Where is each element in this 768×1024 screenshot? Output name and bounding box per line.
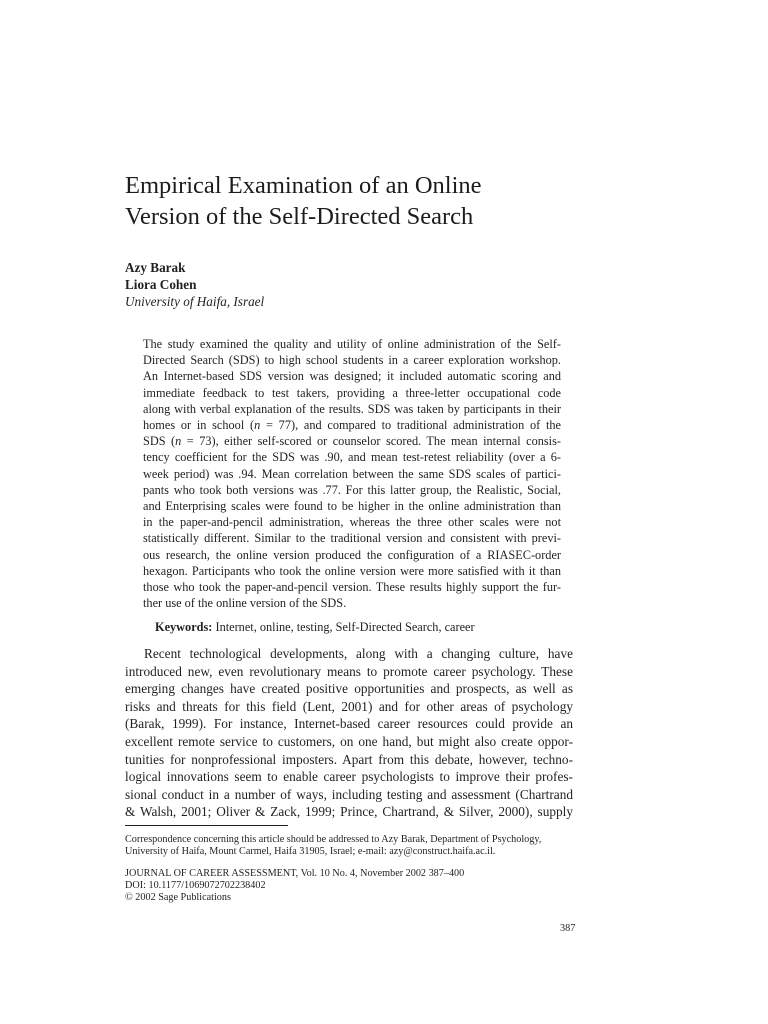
author-name: Liora Cohen xyxy=(125,277,197,292)
abstract-line: ther use of the online version of the SDS. xyxy=(143,596,347,611)
abstract-line: statistically different. Similar to the traditional version and consistent with previ- xyxy=(143,531,561,546)
author-name: Azy Barak xyxy=(125,260,186,275)
footnote-line: University of Haifa, Mount Carmel, Haifa 31905, Israel; e-mail: azy@construct.haifa.ac.il. xyxy=(125,846,496,858)
abstract-line: Directed Search (SDS) to high school students in a career exploration workshop. xyxy=(143,353,561,368)
body-line: excellent remote service to customers, on one hand, but might also create oppor- xyxy=(125,733,573,749)
abstract-line: tency coefficient for the SDS was .90, and mean test-retest reliability (over a 6- xyxy=(143,450,561,465)
journal-line: © 2002 Sage Publications xyxy=(125,892,231,904)
body-line: (Barak, 1999). For instance, Internet-based career resources could provide an xyxy=(125,716,573,732)
abstract-line: in the paper-and-pencil administration, whereas the three other scales were not xyxy=(143,515,561,530)
journal-line: JOURNAL OF CAREER ASSESSMENT, Vol. 10 No. 4, November 2002 387–400 xyxy=(125,868,465,879)
abstract-line: week period) was .94. Mean correlation between the same SDS scales of partici- xyxy=(143,466,561,481)
author-affiliation: University of Haifa, Israel xyxy=(125,294,265,309)
abstract-line: homes or in school (n = 77), and compared to traditional administration of the xyxy=(143,418,561,433)
abstract-line: along with verbal explanation of the results. SDS was taken by participants in their xyxy=(143,401,561,416)
journal-line: DOI: 10.1177/1069072702238402 xyxy=(125,880,266,892)
abstract-line: The study examined the quality and utility of online administration of the Self- xyxy=(143,337,561,351)
abstract-line: and Enterprising scales were found to be higher in the online administration than xyxy=(143,499,561,514)
body-line: risks and threats for this field (Lent, 2001) and for other areas of psychology xyxy=(125,698,573,714)
footnote-divider xyxy=(125,825,288,826)
footnote-line: Correspondence concerning this article should be addressed to Azy Barak, Department of Psychology, xyxy=(125,834,542,845)
abstract-line: pants who took both versions was .77. For this latter group, the Realistic, Social, xyxy=(143,482,561,497)
abstract-line: ous research, the online version produced the configuration of a RIASEC-order xyxy=(143,547,561,562)
abstract-line: immediate feedback to test takers, providing a three-letter occupational code xyxy=(143,385,561,400)
introduction-text xyxy=(125,645,573,821)
body-line: emerging changes have created positive opportunities and prospects, as well as xyxy=(125,681,573,697)
page-number: 387 xyxy=(560,923,576,934)
article-title xyxy=(125,170,645,232)
body-line: Recent technological developments, along with a changing culture, have xyxy=(144,646,573,661)
keywords xyxy=(155,619,475,635)
body-line: tunities for nonprofessional imposters. Apart from this debate, however, techno- xyxy=(125,751,573,767)
keywords-text: Internet, online, testing, Self-Directed Search, career xyxy=(215,620,475,634)
abstract xyxy=(143,336,561,611)
body-line: sional conduct in a number of ways, including testing and assessment (Chartrand xyxy=(125,786,573,802)
abstract-line: those who took the paper-and-pencil version. These results highly support the fur- xyxy=(143,580,561,595)
correspondence-footnote xyxy=(125,834,575,859)
body-line: & Walsh, 2001; Oliver & Zack, 1999; Prince, Chartrand, & Silver, 2000), supply xyxy=(125,804,573,820)
body-line: logical innovations seem to enable career psychologists to improve their profes- xyxy=(125,769,573,785)
abstract-line: hexagon. Participants who took the online version were more satisfied with it than xyxy=(143,563,561,578)
journal-citation xyxy=(125,868,464,905)
title-line-2: Version of the Self-Directed Search xyxy=(125,203,474,230)
abstract-line: SDS (n = 73), either self-scored or counselor scored. The mean internal consis- xyxy=(143,434,561,449)
author-block xyxy=(125,259,264,310)
body-line: introduced new, even revolutionary means to promote career psychology. These xyxy=(125,663,573,679)
keywords-label: Keywords: xyxy=(155,620,213,634)
title-line-1: Empirical Examination of an Online xyxy=(125,172,482,199)
abstract-line: An Internet-based SDS version was designed; it included automatic scoring and xyxy=(143,369,561,384)
